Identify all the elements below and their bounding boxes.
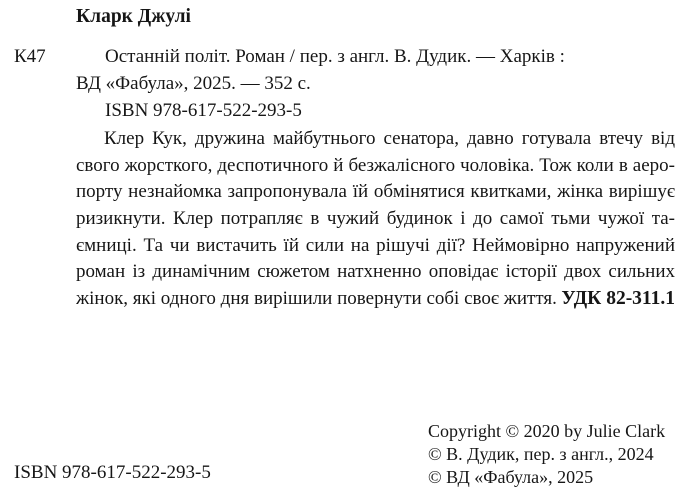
annotation-line: ризикнути. Клер потрапляє в чужий будинок і до самої тьми чужої та- (76, 208, 675, 230)
catalog-isbn: ISBN 978-617-522-293-5 (105, 100, 302, 121)
copyright-line: © В. Дудик, пер. з англ., 2024 (428, 444, 654, 464)
copyright-line: Copyright © 2020 by Julie Clark (428, 421, 666, 441)
annotation-line: Клер Кук, дружина майбутнього сенатора, давно готувала втечу від (104, 128, 675, 149)
footer-isbn: ISBN 978-617-522-293-5 (14, 462, 211, 483)
author-mark-code: К47 (14, 46, 46, 67)
bibliographic-line-1: Останній політ. Роман / пер. з англ. В. Дудик. — Харків : (105, 46, 565, 67)
annotation-line: ємниці. Та чи вистачить їй сили на рішучі дії? Неймовірно напружений (76, 234, 675, 256)
copyright-line: © ВД «Фабула», 2025 (428, 467, 594, 487)
annotation-line: порту незнайомка запропонувала їй обмінятися квитками, жінка вирішує (76, 181, 675, 203)
author-name: Кларк Джулі (76, 6, 191, 27)
udk-classification: УДК 82-311.1 (561, 288, 675, 309)
annotation-line: свого жорсткого, деспотичного й безжалісного чоловіка. Тож коли в аеро- (76, 154, 675, 176)
annotation-line: жінок, які одного дня вирішили повернути собі своє життя. (76, 288, 557, 310)
bibliographic-line-2: ВД «Фабула», 2025. — 352 с. (76, 73, 311, 94)
annotation-line: роман із динамічним сюжетом натхненно оповідає історії двох сильних (76, 261, 675, 283)
annotation-paragraph (76, 126, 675, 313)
